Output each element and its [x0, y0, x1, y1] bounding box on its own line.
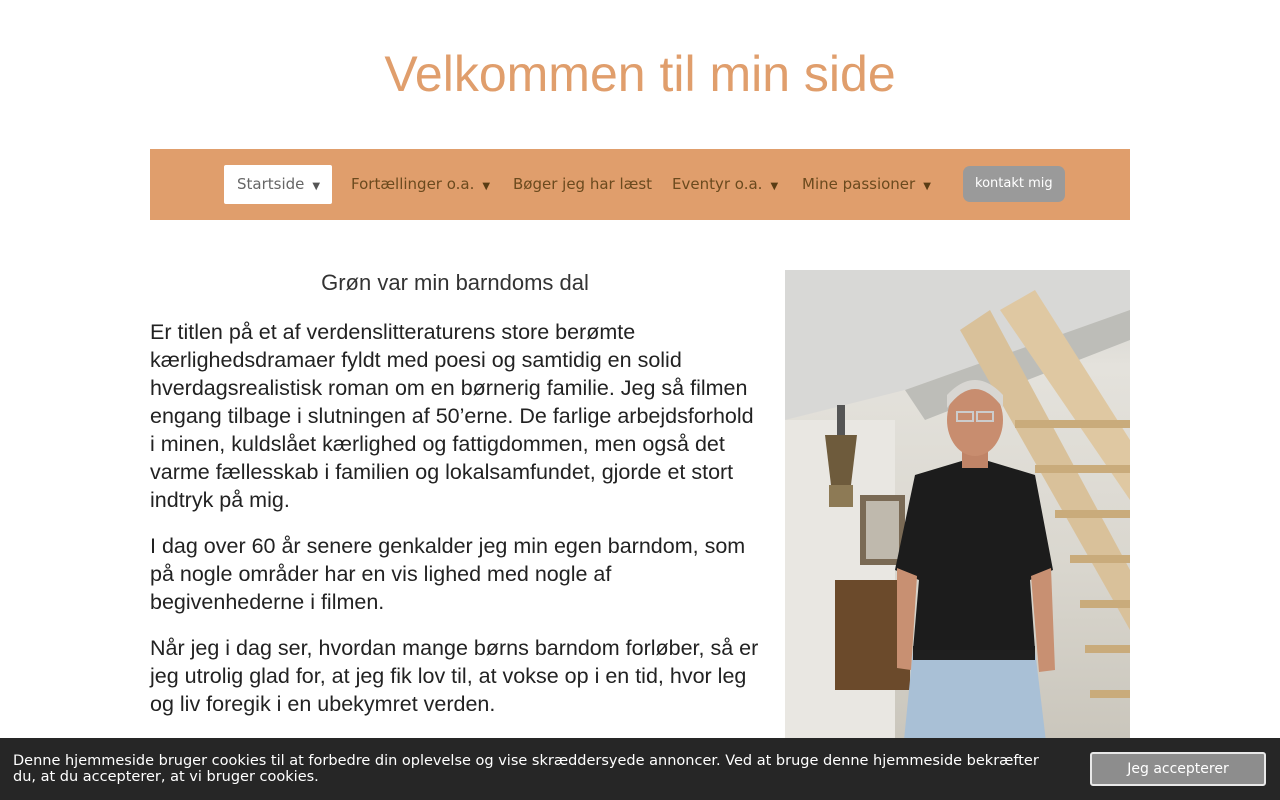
- nav-item-boeger[interactable]: [513, 165, 652, 204]
- article-paragraph: I dag over 60 år senere genkalder jeg min egen barndom, som på nogle områder har en vis lighed med nogle af begivenhederne i filmen.: [150, 534, 746, 614]
- nav-item-fortaellinger[interactable]: [351, 165, 490, 204]
- dropdown-caret-icon: ▼: [770, 181, 779, 192]
- dropdown-caret-icon: ▼: [482, 181, 491, 192]
- portrait-photo: [785, 270, 1130, 750]
- site-title: Velkommen til min side: [384, 46, 896, 102]
- cookie-banner: [0, 738, 1280, 800]
- nav-item-label: Eventyr o.a.: [672, 175, 763, 193]
- dropdown-caret-icon: ▼: [312, 181, 321, 192]
- portrait-illustration: [785, 270, 1130, 750]
- accept-cookies-button[interactable]: Jeg accepterer: [1090, 752, 1266, 786]
- article-heading: Grøn var min barndoms dal: [321, 270, 589, 295]
- nav-item-label: Startside: [237, 175, 305, 193]
- nav-item-startside[interactable]: [224, 165, 332, 204]
- nav-item-label: Fortællinger o.a.: [351, 175, 475, 193]
- article-paragraph: Er titlen på et af verdenslitteraturens store berømte kærlighedsdramaer fyldt med poesi og samtidig en solid hverdagsrealistisk roman om en børnerig familie. Jeg så filmen engang tilbage i slutningen af 50’erne. De farlige arbejdsforhold i minen, kuldslået kærlighed og fattigdommen, men også det varme fællesskab i familien og lokalsamfundet, gjorde et stort indtryk på mig.: [150, 320, 754, 512]
- nav-item-label: Bøger jeg har læst: [513, 175, 653, 193]
- article-paragraph: Når jeg i dag ser, hvordan mange børns barndom forløber, så er jeg utrolig glad for, at jeg fik lov til, at vokse op i en tid, hvor leg og liv foregik i en ubekymret verden.: [150, 636, 759, 716]
- nav-item-eventyr[interactable]: [672, 165, 778, 204]
- main-navigation: [150, 149, 1130, 220]
- dropdown-caret-icon: ▼: [923, 181, 931, 192]
- nav-item-mine-passioner[interactable]: [802, 165, 931, 204]
- contact-button[interactable]: kontakt mig: [963, 166, 1065, 202]
- cookie-message: Denne hjemmeside bruger cookies til at forbedre din oplevelse og vise skræddersyede annoncer. Ved at bruge denne hjemmeside bekræfter du, at du accepterer, at vi bruger cookies.: [13, 753, 1039, 785]
- article: [150, 268, 760, 736]
- nav-item-label: Mine passioner: [802, 175, 916, 193]
